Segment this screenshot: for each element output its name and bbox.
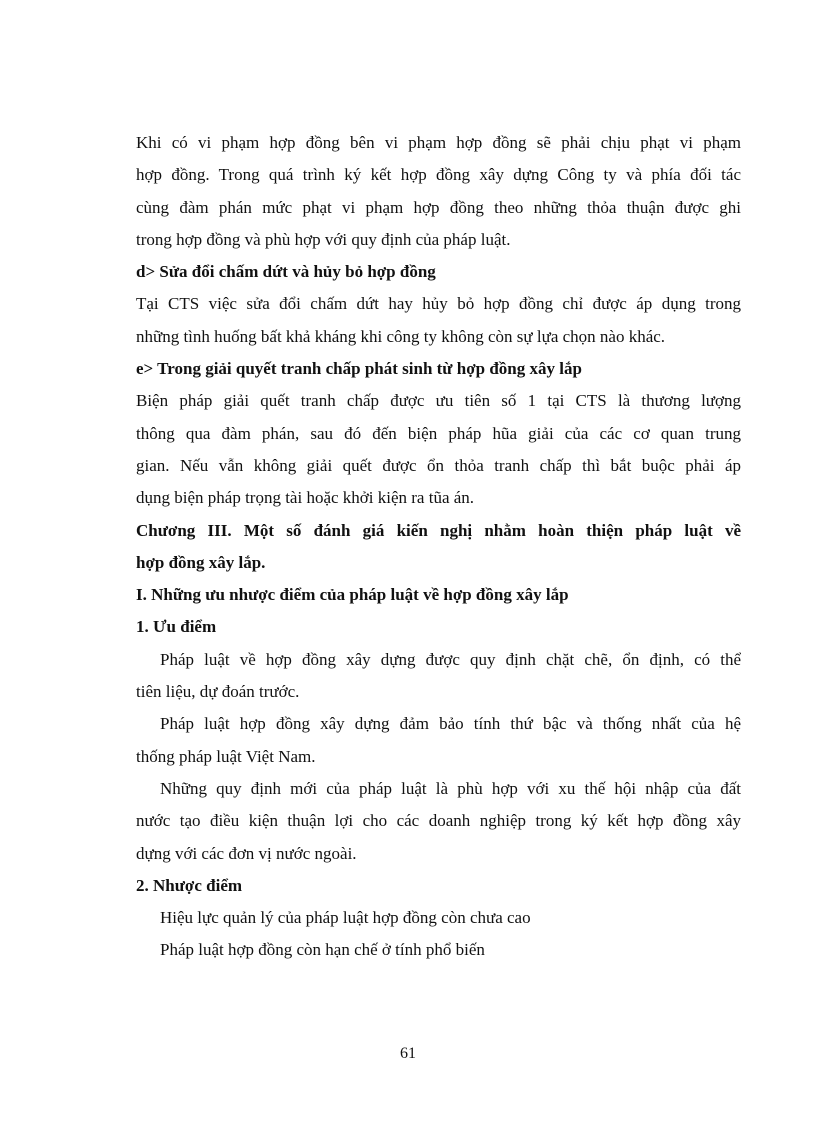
paragraph-amendment bbox=[136, 288, 741, 353]
page-number: 61 bbox=[400, 1045, 416, 1062]
text-line: gian. Nếu vẫn không giải quết được ổn thỏa tranh chấp thì bắt buộc phải áp bbox=[136, 455, 741, 475]
text-line: Pháp luật về hợp đồng xây dựng được quy định chặt chẽ, ổn định, có thể bbox=[160, 649, 741, 669]
document-body bbox=[136, 127, 741, 967]
heading-section-e: e> Trong giải quyết tranh chấp phát sinh từ hợp đồng xây lắp bbox=[136, 359, 582, 379]
paragraph-advantage-2 bbox=[136, 708, 741, 773]
heading-part-I: I. Những ưu nhược điểm của pháp luật về hợp đồng xây lắp bbox=[136, 585, 569, 605]
text-line: Những quy định mới của pháp luật là phù hợp với xu thế hội nhập của đất bbox=[160, 778, 741, 798]
paragraph-dispute bbox=[136, 385, 741, 514]
paragraph-disadvantage-2 bbox=[136, 934, 741, 966]
text-line: tiên liệu, dự đoán trước. bbox=[136, 682, 300, 702]
paragraph-advantage-3 bbox=[136, 773, 741, 870]
text-line: dựng với các đơn vị nước ngoài. bbox=[136, 843, 357, 863]
heading-line: hợp đồng xây lắp. bbox=[136, 552, 266, 572]
text-line: hợp đồng. Trong quá trình ký kết hợp đồng xây dựng Công ty và phía đối tác bbox=[136, 165, 741, 185]
text-line: Hiệu lực quản lý của pháp luật hợp đồng còn chưa cao bbox=[160, 908, 531, 928]
text-line: Pháp luật hợp đồng xây dựng đảm bảo tính thứ bậc và thống nhất của hệ bbox=[160, 714, 741, 734]
heading-section-d: d> Sửa đổi chấm dứt và hủy bỏ hợp đồng bbox=[136, 262, 436, 282]
heading-chapter-3 bbox=[136, 515, 741, 580]
text-line: Pháp luật hợp đồng còn hạn chế ở tính phổ biến bbox=[160, 940, 485, 960]
text-line: nước tạo điều kiện thuận lợi cho các doanh nghiệp trong ký kết hợp đồng xây bbox=[136, 811, 741, 831]
text-line: Khi có vi phạm hợp đồng bên vi phạm hợp đồng sẽ phải chịu phạt vi phạm bbox=[136, 133, 741, 152]
paragraph-penalty bbox=[136, 127, 741, 256]
text-line: cùng đàm phán mức phạt vi phạm hợp đồng theo những thỏa thuận được ghi bbox=[136, 197, 741, 217]
text-line: Tại CTS việc sửa đổi chấm dứt hay hủy bỏ hợp đồng chỉ được áp dụng trong bbox=[136, 294, 741, 314]
paragraph-disadvantage-1 bbox=[136, 902, 741, 934]
heading-line: Chương III. Một số đánh giá kiến nghị nhằm hoàn thiện pháp luật về bbox=[136, 520, 741, 540]
text-line: Biện pháp giải quết tranh chấp được ưu tiên số 1 tại CTS là thương lượng bbox=[136, 391, 741, 411]
text-line: những tình huống bất khả kháng khi công ty không còn sự lựa chọn nào khác. bbox=[136, 326, 666, 346]
text-line: dụng biện pháp trọng tài hoặc khởi kiện ra tũa án. bbox=[136, 488, 475, 508]
text-line: thông qua đàm phán, sau đó đến biện pháp hũa giải của các cơ quan trung bbox=[136, 423, 741, 443]
text-line: trong hợp đồng và phù hợp với quy định của pháp luật. bbox=[136, 229, 511, 249]
heading-advantages: 1. Ưu điểm bbox=[136, 617, 217, 637]
paragraph-advantage-1 bbox=[136, 644, 741, 709]
text-line: thống pháp luật Việt Nam. bbox=[136, 746, 316, 766]
heading-disadvantages: 2. Nhược điểm bbox=[136, 875, 243, 895]
